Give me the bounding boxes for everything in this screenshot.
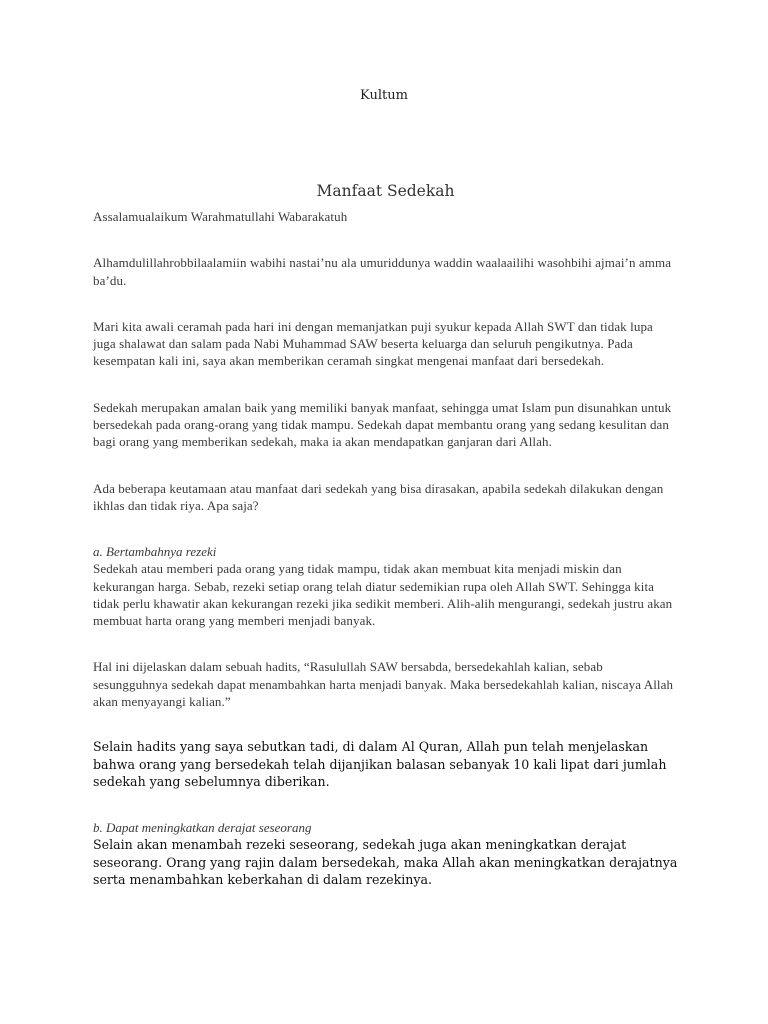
greeting: Assalamualaikum Warahmatullahi Wabarakatuh [93, 209, 348, 224]
section-a-body: Sedekah atau memberi pada orang yang tidak mampu, tidak akan membuat kita menjadi miskin dan kekurangan harga. Sebab, rezeki setiap orang telah diatur sedemikian rupa oleh Allah SWT. Sehingga kita tidak perlu khawatir akan kekurangan rezeki jika sedikit memberi. Alih-alih mengurangi, sedekah justru akan membuat harta orang yang memberi menjadi banyak. [93, 561, 673, 629]
section-a-hadith: Hal ini dijelaskan dalam sebuah hadits, “Rasulullah SAW bersabda, bersedekahlah kalian, sebab sesungguhnya sedekah dapat menambahkan harta menjadi banyak. Maka bersedekahlah kalian, niscaya Allah akan menyayangi kalian.” [93, 659, 674, 710]
paragraph-opening: Alhamdulillahrobbilaalamiin wabihi nastai’nu ala umuriddunya waddin waalaailihi wasohbihi ajmai’n amma ba’du. [93, 255, 672, 288]
document-header: Kultum [360, 88, 408, 103]
paragraph-definition: Sedekah merupakan amalan baik yang memiliki banyak manfaat, sehingga umat Islam pun disunahkan untuk bersedekah pada orang-orang yang tidak mampu. Sedekah dapat membantu orang yang sedang kesulitan dan bagi orang yang memberikan sedekah, maka ia akan mendapatkan ganjaran dari Allah. [93, 399, 672, 450]
section-b-body: Selain akan menambah rezeki seseorang, sedekah juga akan meningkatkan derajat seseorang. Orang yang rajin dalam bersedekah, maka Allah akan meningkatkan derajatnya serta menambahkan keberkahan di dalam rezekinya. [93, 837, 678, 887]
section-a-quran: Selain hadits yang saya sebutkan tadi, di dalam Al Quran, Allah pun telah menjelaskan bahwa orang yang bersedekah telah dijanjikan balasan sebanyak 10 kali lipat dari jumlah sedekah yang sebelumnya diberikan. [93, 739, 667, 789]
section-b-heading: b. Dapat meningkatkan derajat seseorang [93, 820, 312, 836]
document-content [93, 182, 678, 888]
paragraph-intro: Mari kita awali ceramah pada hari ini dengan memanjatkan puji syukur kepada Allah SWT dan tidak lupa juga shalawat dan salam pada Nabi Muhammad SAW beserta keluarga dan seluruh pengikutnya. Pada kesempatan kali ini, saya akan memberikan ceramah singkat mengenai manfaat dari bersedekah. [93, 318, 653, 369]
document-title: Manfaat Sedekah [316, 182, 455, 200]
section-a-heading: a. Bertambahnya rezeki [93, 544, 217, 560]
paragraph-benefits: Ada beberapa keutamaan atau manfaat dari sedekah yang bisa dirasakan, apabila sedekah dilakukan dengan ikhlas dan tidak riya. Apa saja? [93, 480, 664, 513]
